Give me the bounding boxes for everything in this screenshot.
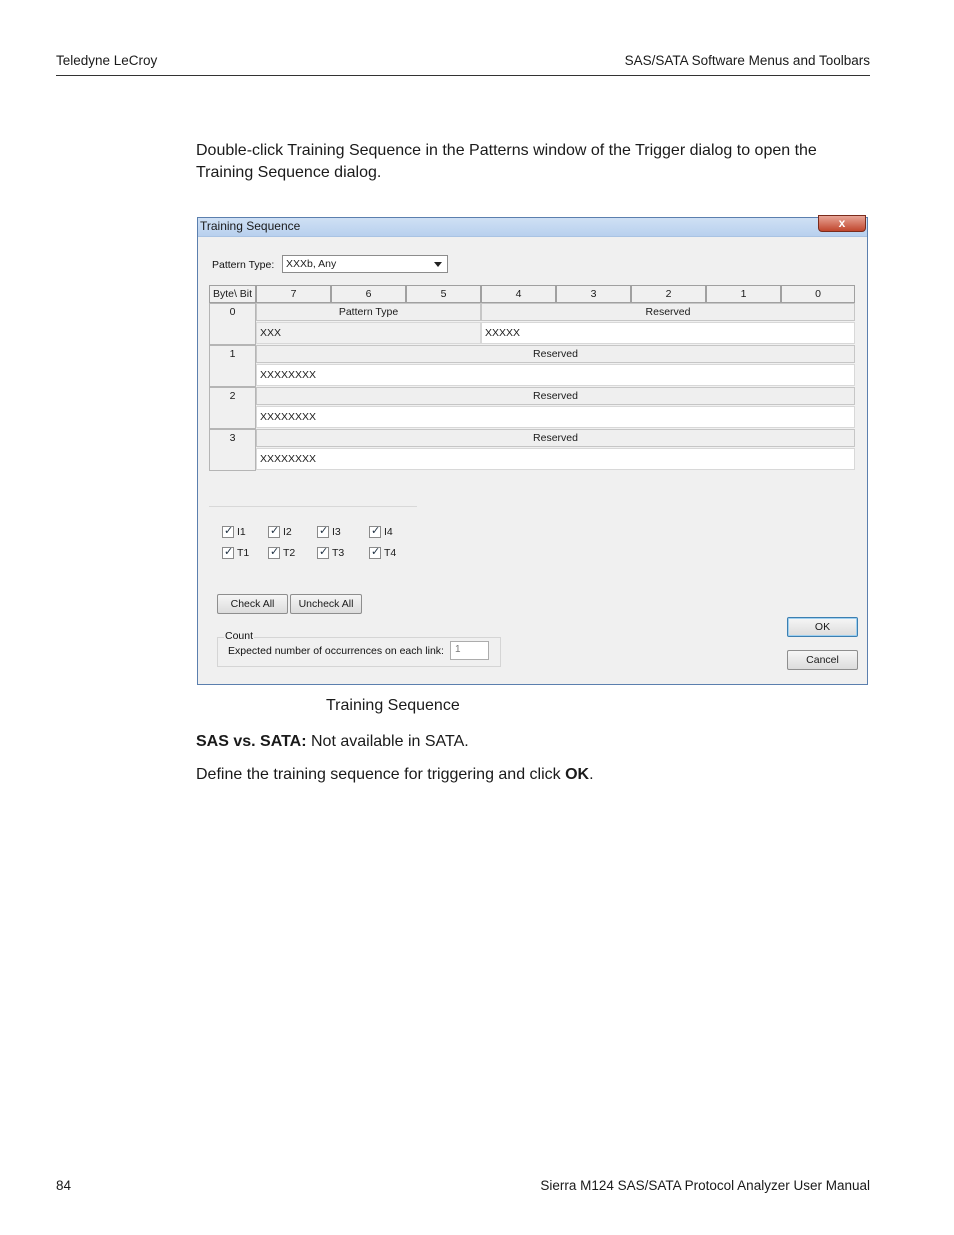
pattern-type-label: Pattern Type: [212, 259, 275, 271]
bit-header: 6 [331, 285, 406, 303]
header-rule [56, 75, 870, 76]
field-name: Reserved [256, 345, 855, 363]
chevron-down-icon [434, 262, 442, 267]
checkbox-i1[interactable] [222, 526, 234, 538]
intro-line-2: Training Sequence dialog. [196, 164, 382, 181]
checkbox-label: I1 [237, 526, 246, 538]
checkbox-t4[interactable] [369, 547, 381, 559]
define-end: . [589, 766, 594, 783]
checkbox-label: I4 [384, 526, 393, 538]
page-number: 84 [56, 1178, 72, 1193]
bit-header: 4 [481, 285, 556, 303]
figure-caption: Training Sequence [326, 697, 460, 714]
uncheck-all-button[interactable]: Uncheck All [290, 594, 362, 614]
bit-grid [209, 285, 855, 471]
define-instruction [196, 764, 594, 786]
sas-vs-sata-note [196, 731, 469, 753]
field-value-input[interactable]: XXXXX [481, 322, 855, 344]
checkbox-t3[interactable] [317, 547, 329, 559]
check-all-button[interactable]: Check All [217, 594, 288, 614]
intro-paragraph [196, 140, 876, 184]
checkbox-i4[interactable] [369, 526, 381, 538]
checkbox-label: T3 [332, 547, 345, 559]
byte-label: 3 [209, 429, 256, 471]
sas-vs-sata-text: Not available in SATA. [306, 733, 469, 750]
count-input[interactable]: 1 [450, 641, 489, 660]
dialog-title: Training Sequence [200, 219, 301, 233]
define-ok: OK [565, 766, 590, 783]
training-sequence-dialog [197, 217, 868, 685]
field-value-input[interactable]: XXXXXXXX [256, 406, 855, 428]
intro-line-1: Double-click Training Sequence in the Patterns window of the Trigger dialog to open the [196, 142, 817, 159]
checkbox-label: T4 [384, 547, 397, 559]
field-value-input[interactable]: XXX [256, 322, 481, 344]
checkbox-t2[interactable] [268, 547, 280, 559]
checkbox-label: T2 [283, 547, 296, 559]
cancel-button[interactable]: Cancel [787, 650, 858, 670]
field-value-input[interactable]: XXXXXXXX [256, 448, 855, 470]
byte-label: 1 [209, 345, 256, 387]
checkbox-label: I2 [283, 526, 292, 538]
checkbox-i2[interactable] [268, 526, 280, 538]
close-icon[interactable]: x [818, 215, 866, 232]
byte-label: 0 [209, 303, 256, 345]
dialog-titlebar [198, 218, 867, 237]
field-name: Reserved [481, 303, 855, 321]
count-label: Expected number of occurrences on each link: [228, 645, 444, 657]
checkbox-separator [209, 506, 417, 507]
bit-header: 7 [256, 285, 331, 303]
define-text: Define the training sequence for triggering and click [196, 766, 566, 783]
footer-title: Sierra M124 SAS/SATA Protocol Analyzer User Manual [540, 1178, 870, 1193]
grid-corner: Byte\ Bit [209, 285, 256, 303]
header-left: Teledyne LeCroy [56, 53, 158, 68]
checkbox-i3[interactable] [317, 526, 329, 538]
bit-header: 5 [406, 285, 481, 303]
header-right: SAS/SATA Software Menus and Toolbars [624, 53, 870, 68]
bit-header: 1 [706, 285, 781, 303]
pattern-type-select[interactable] [282, 255, 448, 273]
field-value-input[interactable]: XXXXXXXX [256, 364, 855, 386]
field-name: Pattern Type [256, 303, 481, 321]
checkbox-label: T1 [237, 547, 250, 559]
checkbox-label: I3 [332, 526, 341, 538]
sas-vs-sata-label: SAS vs. SATA: [196, 733, 307, 750]
pattern-type-value: XXXb, Any [286, 258, 337, 270]
bit-header: 3 [556, 285, 631, 303]
bit-header: 0 [781, 285, 855, 303]
checkbox-t1[interactable] [222, 547, 234, 559]
byte-label: 2 [209, 387, 256, 429]
field-name: Reserved [256, 429, 855, 447]
bit-header: 2 [631, 285, 706, 303]
count-group-label: Count [225, 630, 254, 642]
ok-button[interactable]: OK [787, 617, 858, 637]
field-name: Reserved [256, 387, 855, 405]
